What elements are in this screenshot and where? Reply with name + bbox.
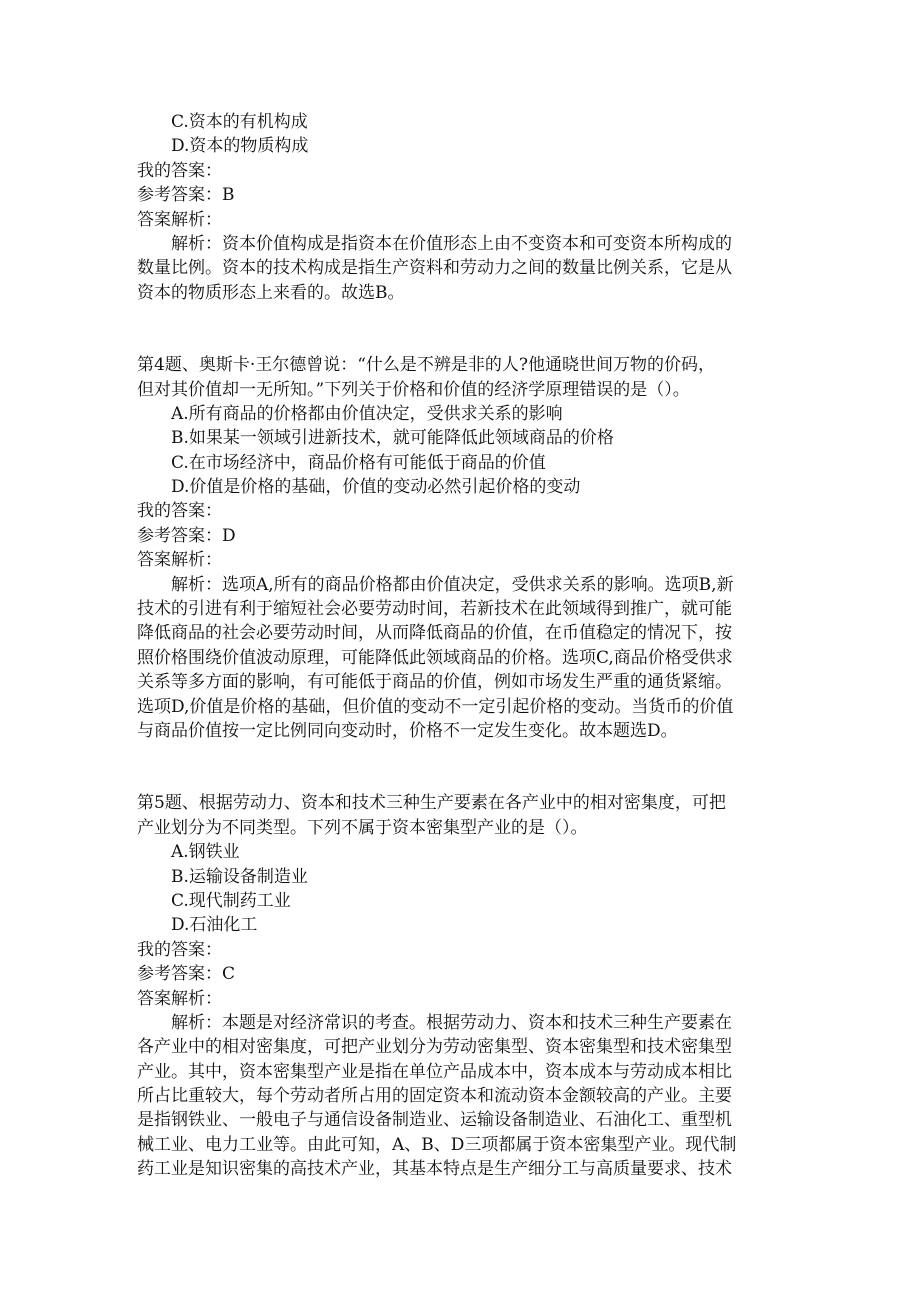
analysis-line: 产业。其中，资本密集型产业是指在单位产品成本中，资本成本与劳动成本相比: [137, 1061, 732, 1082]
question-5: [137, 791, 787, 1181]
section-gap: [137, 305, 787, 353]
analysis-label: 答案解析：: [137, 550, 222, 571]
option-d: D.价值是价格的基础，价值的变动必然引起价格的变动: [171, 477, 581, 498]
analysis-line: 与商品价值按一定比例同向变动时，价格不一定发生变化。故本题选D。: [137, 720, 678, 741]
my-answer-label: 我的答案：: [137, 501, 222, 522]
option-c: C.资本的有机构成: [171, 112, 308, 132]
my-answer-label: 我的答案：: [137, 160, 222, 181]
option-b: B.如果某一领域引进新技术，就可能降低此领域商品的价格: [171, 428, 614, 449]
analysis-line: 关系等多方面的影响，有可能低于商品的价值，例如市场发生严重的通货紧缩。: [137, 672, 732, 693]
analysis-line: 是指钢铁业、一般电子与通信设备制造业、运输设备制造业、石油化工、重型机: [137, 1110, 732, 1131]
option-d: D.资本的物质构成: [171, 136, 309, 157]
option-a: A.钢铁业: [171, 842, 240, 863]
option-d: D.石油化工: [171, 915, 258, 936]
question-title: 第5题、根据劳动力、资本和技术三种生产要素在各产业中的相对密集度，可把: [137, 793, 726, 814]
analysis-line: 解析：资本价值构成是指资本在价值形态上由不变资本和可变资本所构成的: [171, 233, 732, 254]
reference-answer: 参考答案：C: [137, 964, 236, 985]
analysis-line: 资本的物质形态上来看的。故选B。: [137, 282, 405, 303]
analysis-line: 选项D,价值是价格的基础，但价值的变动不一定引起价格的变动。当货币的价值: [137, 696, 734, 717]
analysis-line: 数量比例。资本的技术构成是指生产资料和劳动力之间的数量比例关系，它是从: [137, 258, 732, 279]
analysis-line: 照价格围绕价值波动原理，可能降低此领域商品的价格。选项C,商品价格受供求: [137, 647, 733, 668]
analysis-line: 解析：选项A,所有的商品价格都由价值决定，受供求关系的影响。选项B,新: [171, 574, 734, 595]
reference-answer: 参考答案：D: [137, 525, 236, 546]
question-4: [137, 353, 787, 743]
question-title: 但对其价值却一无所知。”下列关于价格和价值的经济学原理错误的是（）。: [137, 379, 690, 400]
analysis-line: 技术的引进有利于缩短社会必要劳动时间，若新技术在此领域得到推广，就可能: [137, 599, 732, 620]
reference-answer: 参考答案：B: [137, 185, 235, 206]
analysis-line: 所占比重较大，每个劳动者所占用的固定资本和流动资本金额较高的产业。主要: [137, 1086, 732, 1107]
analysis-label: 答案解析：: [137, 209, 222, 230]
analysis-line: 械工业、电力工业等。由此可知，A、B、D三项都属于资本密集型产业。现代制: [137, 1134, 737, 1155]
analysis-line: 解析：本题是对经济常识的考查。根据劳动力、资本和技术三种生产要素在: [171, 1012, 732, 1033]
analysis-line: 药工业是知识密集的高技术产业，其基本特点是生产细分工与高质量要求、技术: [137, 1159, 732, 1180]
section-gap: [137, 743, 787, 791]
option-a: A.所有商品的价格都由价值决定，受供求关系的影响: [171, 403, 563, 424]
option-b: B.运输设备制造业: [171, 866, 308, 887]
my-answer-label: 我的答案：: [137, 939, 222, 960]
question-title: 产业划分为不同类型。下列不属于资本密集型产业的是（）。: [137, 817, 588, 838]
analysis-label: 答案解析：: [137, 988, 222, 1009]
option-c: C.现代制药工业: [171, 890, 291, 911]
document-page: [137, 110, 787, 1182]
analysis-line: 各产业中的相对密集度，可把产业划分为劳动密集型、资本密集型和技术密集型: [137, 1037, 732, 1058]
question-title: 第4题、奥斯卡·王尔德曾说：“什么是不辨是非的人?他通晓世间万物的价码，: [137, 355, 716, 376]
question-3: [137, 110, 787, 305]
analysis-line: 降低商品的社会必要劳动时间，从而降低商品的价值，在币值稳定的情况下，按: [137, 623, 732, 644]
option-c: C.在市场经济中，商品价格有可能低于商品的价值: [171, 452, 546, 473]
